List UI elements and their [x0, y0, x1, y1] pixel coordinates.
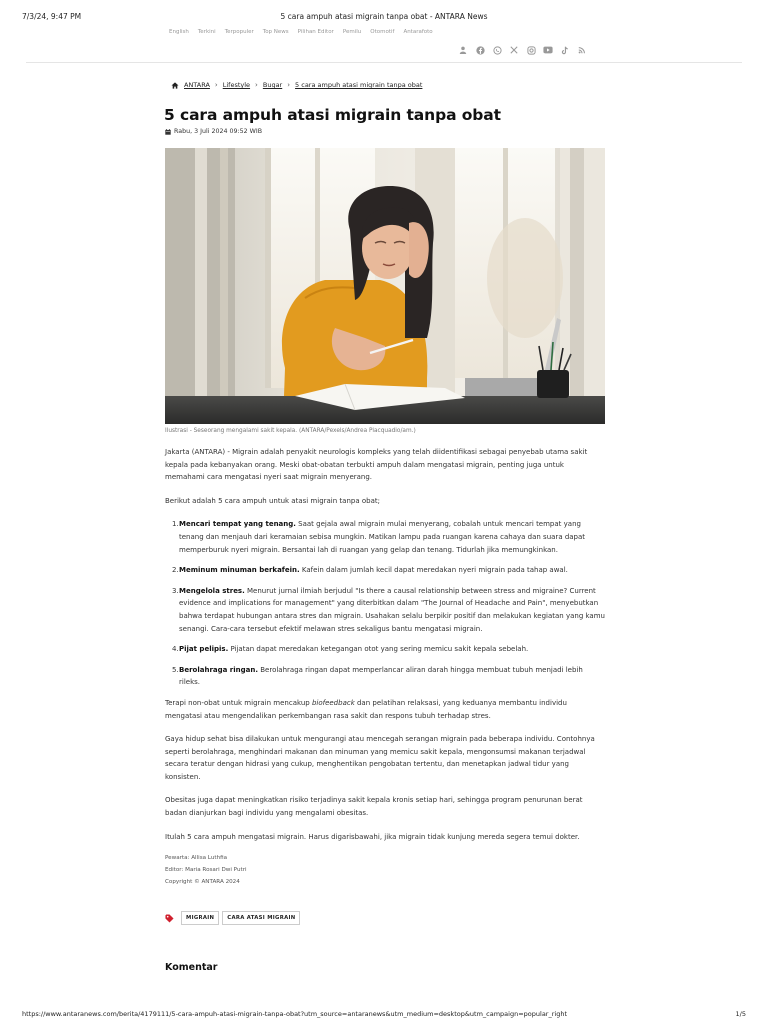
- article-title: 5 cara ampuh atasi migrain tanpa obat: [164, 106, 501, 124]
- list-item: 3. Mengelola stres. Menurut jurnal ilmiah berjudul "Is there a causal relationship between stress and migraine? Current evidence and implications for management" yang diterbitkan dalam "The Journal of Headache and Pain", menyebutkan bahwa terdapat hubungan antara stres dan migrain. Usahakan selalu berpikir positif dan melakukan kegiatan yang kamu senangi. Cara-cara tersebut efektif melawan stres sekaligus bantu mengatasi migrain.: [172, 586, 605, 633]
- x-icon[interactable]: [509, 45, 519, 55]
- tag-migrain[interactable]: MIGRAIN: [181, 911, 219, 925]
- rss-icon[interactable]: [577, 45, 587, 55]
- calendar-icon: [165, 129, 171, 135]
- paragraph-lifestyle: Gaya hidup sehat bisa dilakukan untuk mengurangi atau mencegah serangan migrain pada beberapa individu. Contohnya seperti berolahraga, menghindari makanan dan minuman yang memicu sakit kepala, mengonsumsi makanan terjadwal secara teratur dengan hidrasi yang cukup, menghentikan pengobatan tertentu, dan menetapkan jadwal tidur yang konsisten.: [165, 735, 595, 781]
- facebook-icon[interactable]: [475, 45, 485, 55]
- article-date: Rabu, 3 Juli 2024 09:52 WIB: [174, 128, 263, 135]
- list-item: 5. Berolahraga ringan. Berolahraga ringan dapat memperlancar aliran darah hingga membuat tubuh menjadi lebih rileks.: [172, 665, 583, 687]
- tips-list: [172, 518, 605, 689]
- paragraph-obesity: Obesitas juga dapat meningkatkan risiko terjadinya sakit kepala kronis setiap hari, sehingga program penurunan berat badan dianjurkan bagi individu yang mengalami obesitas.: [165, 796, 583, 818]
- article-credits: [165, 852, 605, 888]
- chevron-right-icon: ›: [287, 81, 291, 89]
- nav-item-pemilu[interactable]: Pemilu: [342, 29, 362, 35]
- article-intro: Jakarta (ANTARA) - Migrain adalah penyakit neurologis kompleks yang telah diidentifikasi sebagai penyebab utama sakit kepala pada kebanyakan orang. Meski obat-obatan terbukti ampuh dalam mengatasi migrain, penting juga untuk memahami cara mengatasi nyeri saat migrain menyerang.: [165, 448, 588, 482]
- tiktok-icon[interactable]: [560, 45, 570, 55]
- header-divider: [26, 62, 742, 63]
- home-icon: [171, 82, 179, 89]
- nav-item-terkini[interactable]: Terkini: [197, 29, 216, 35]
- article-photo: [165, 148, 605, 424]
- youtube-icon[interactable]: [543, 45, 553, 55]
- article-body: [165, 446, 605, 888]
- editor: Editor: Maria Rosari Dwi Putri: [165, 867, 247, 874]
- print-header: [22, 12, 746, 24]
- chevron-right-icon: ›: [255, 81, 258, 89]
- breadcrumb-home[interactable]: ANTARA: [184, 81, 210, 89]
- whatsapp-icon[interactable]: [492, 45, 502, 55]
- nav-item-otomotif[interactable]: Otomotif: [370, 29, 395, 35]
- list-item: 1. Mencari tempat yang tenang. Saat gejala awal migrain mulai menyerang, cobalah untuk mencari tempat yang tenang dan menjauh dari keramaian sebisa mungkin. Matikan lampu pada ruangan karena cahaya dan suara dapat memperburuk nyeri migrain. Bersantai lah di ruangan yang gelap dan tenang. Tidurlah jika memungkinkan.: [172, 520, 586, 554]
- nav-item-english[interactable]: English: [169, 29, 189, 35]
- comments-heading: Komentar: [165, 962, 218, 973]
- copyright: Copyright © ANTARA 2024: [165, 879, 240, 886]
- tag-list: [165, 911, 300, 925]
- user-icon[interactable]: [458, 45, 468, 55]
- top-navigation: [169, 29, 433, 35]
- reporter: Pewarta: Allisa Luthfia: [165, 855, 228, 862]
- nav-item-antarafoto[interactable]: Antarafoto: [403, 29, 433, 35]
- print-url: https://www.antaranews.com/berita/4179111/5-cara-ampuh-atasi-migrain-tanpa-obat?utm_source=antaranews&utm_medium=desktop&utm_campaign=popular_right: [22, 1010, 567, 1018]
- chevron-right-icon: ›: [214, 81, 218, 89]
- breadcrumb-bugar[interactable]: Bugar: [262, 81, 283, 89]
- print-page-title: 5 cara ampuh atasi migrain tanpa obat - ANTARA News: [280, 12, 488, 21]
- breadcrumb: [171, 81, 422, 89]
- print-datetime: 7/3/24, 9:47 PM: [22, 12, 82, 21]
- nav-item-terpopuler[interactable]: Terpopuler: [224, 29, 254, 35]
- paragraph-closing: Itulah 5 cara ampuh mengatasi migrain. Harus digarisbawahi, jika migrain tidak kunjung mereda segera temui dokter.: [165, 832, 580, 841]
- breadcrumb-current[interactable]: 5 cara ampuh atasi migrain tanpa obat: [295, 81, 423, 89]
- nav-item-pilihan-editor[interactable]: Pilihan Editor: [297, 29, 334, 35]
- instagram-icon[interactable]: [526, 45, 536, 55]
- photo-caption: Ilustrasi - Seseorang mengalami sakit kepala. (ANTARA/Pexels/Andrea Piacquadio/am.): [165, 428, 416, 434]
- print-page-number: 1/5: [735, 1010, 746, 1018]
- article-lead: Berikut adalah 5 cara ampuh untuk atasi migrain tanpa obat;: [165, 496, 380, 505]
- list-item: 4. Pijat pelipis. Pijatan dapat meredakan ketegangan otot yang sering memicu sakit kepala sebelah.: [172, 645, 529, 654]
- social-icons: [458, 45, 587, 55]
- list-item: 2. Meminum minuman berkafein. Kafein dalam jumlah kecil dapat meredakan nyeri migrain pada tahap awal.: [172, 566, 568, 575]
- breadcrumb-lifestyle[interactable]: Lifestyle: [222, 81, 251, 89]
- tag-cara-atasi-migrain[interactable]: CARA ATASI MIGRAIN: [222, 911, 300, 925]
- paragraph-therapy: Terapi non-obat untuk migrain mencakup biofeedback dan pelatihan relaksasi, yang keduanya membantu individu mengatasi atau mengendalikan perkembangan rasa sakit dan respons tubuh terhadap stres.: [165, 698, 567, 720]
- article-dateline: [165, 128, 262, 135]
- tag-icon: [165, 914, 174, 923]
- nav-item-top-news[interactable]: Top News: [262, 29, 289, 35]
